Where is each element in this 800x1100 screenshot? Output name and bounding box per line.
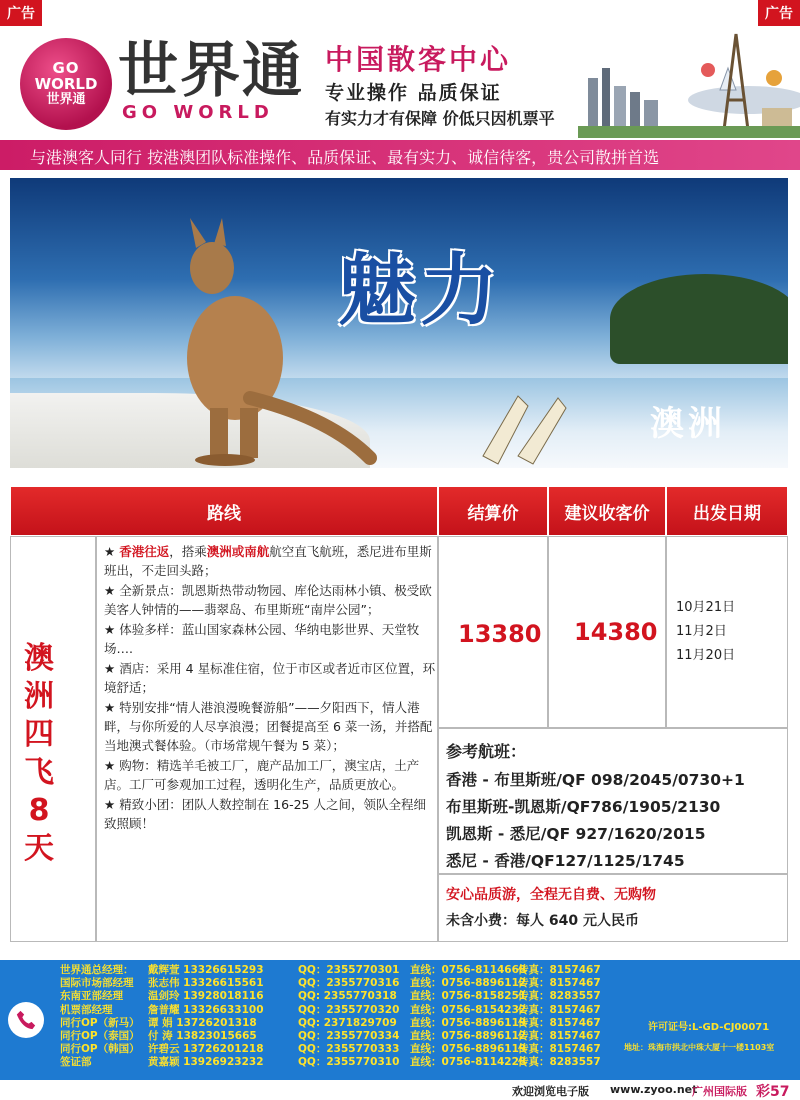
route-item: ★ 购物：精选羊毛被工厂，鹿产品加工厂，澳宝店，土产店。工厂可参观加工过程，透明化生产，品质更放心。 — [104, 758, 420, 792]
flight-line: 悉尼 - 香港/QF127/1125/1745 — [446, 852, 685, 870]
contact-row: 同行OP（泰国） 付 涛 13823015665 QQ：2355770334 直线：0756-8896112 传真：8157467 — [60, 1030, 601, 1043]
site-link[interactable]: www.zyoo.net — [610, 1083, 698, 1096]
logo-emblem-line3: 世界通 — [46, 92, 86, 107]
star-icon: ★ — [104, 758, 116, 773]
logo-emblem — [20, 38, 112, 130]
contact-row: 同行OP（韩国） 许碧云 13726201218 QQ：2355770333 直线：0756-8896119 传真：8157467 — [60, 1043, 601, 1056]
contact-list — [60, 964, 620, 1070]
banner-image — [10, 178, 788, 468]
page-footer — [0, 1080, 800, 1100]
star-icon: ★ — [104, 700, 116, 715]
star-icon: ★ — [104, 622, 116, 637]
phone-icon — [8, 1002, 44, 1038]
contact-row: 世界通总经理： 戴辉萱 13326615293 QQ：2355770301 直线：0756-8114668 传真：8157467 — [60, 964, 601, 976]
license-number: 许可证号:L-GD-CJ00071 — [648, 1022, 770, 1033]
header-route: 路线 — [10, 486, 438, 536]
header-settlement-price: 结算价 — [438, 486, 548, 536]
ad-tag-left: 广告 — [0, 0, 42, 26]
city-skyline-illustration — [578, 30, 800, 138]
departure-date: 10月21日 — [676, 600, 736, 615]
boats-illustration — [478, 386, 588, 466]
star-icon: ★ — [104, 797, 116, 812]
tour-name: 澳 洲 四 飞 8 天 — [24, 641, 54, 866]
contact-row: 国际市场部经理 张志伟 13326615561 QQ：2355770316 直线：0756-8896112 传真：8157467 — [60, 977, 601, 990]
contact-row: 同行OP（新马） 谭 娟 13726201318 QQ: 2371829709 直线：0756-8896119 传真：8157467 — [60, 1016, 601, 1029]
welcome-text: 欢迎浏览电子版 — [512, 1085, 589, 1098]
flight-line: 布里斯班-凯恩斯/QF786/1905/2130 — [446, 798, 721, 816]
slogan: 专业操作 品质保证 — [325, 82, 502, 104]
edition-label: 广州国际版 — [692, 1085, 747, 1098]
route-item: ★ 酒店：采用 4 星标准住宿，位于市区或者近市区位置，环境舒适； — [104, 661, 436, 695]
route-item: ★ 香港往返，搭乘澳洲或南航航空直飞航班，悉尼进布里斯班出，不走回头路； — [104, 544, 432, 578]
departure-dates — [676, 596, 735, 668]
quality-note: 安心品质游，全程无自费、无购物 — [446, 887, 656, 903]
flights-title: 参考航班： — [446, 742, 527, 761]
flights-block — [446, 738, 776, 875]
departure-date: 11月20日 — [676, 648, 736, 663]
flight-line: 凯恩斯 - 悉尼/QF 927/1620/2015 — [446, 825, 706, 843]
notes-block — [446, 882, 776, 934]
tip-note: 未含小费：每人 640 元人民币 — [446, 913, 639, 929]
banner-title: 魅力 — [338, 246, 503, 336]
route-item: ★ 精致小团：团队人数控制在 16-25 人之间，领队全程细致照顾！ — [104, 797, 426, 831]
star-icon: ★ — [104, 544, 116, 559]
header-suggested-price: 建议收客价 — [548, 486, 666, 536]
contact-row: 机票部经理 詹普耀 13326633100 QQ：2355770320 直线：0756-8154232 传真：8157467 — [60, 1003, 601, 1016]
center-title: 中国散客中心 — [325, 43, 512, 76]
route-item: ★ 特别安排“情人港浪漫晚餐游船”——夕阳西下，情人港畔，与你所爱的人尽享浪漫；团餐提高至 6 菜一汤，并搭配当地澳式餐体验。（市场常规午餐为 5 菜）； — [104, 700, 433, 753]
ad-tag-right: 广告 — [758, 0, 800, 26]
departure-date: 11月2日 — [676, 624, 727, 639]
logo-name-en: GO WORLD — [122, 102, 274, 123]
banner-subtitle: 澳洲 — [650, 404, 726, 444]
promo-band: 与港澳客人同行 按港澳团队标准操作、品质保证、最有实力、诚信待客，贵公司散拼首选 — [0, 140, 800, 170]
star-icon: ★ — [104, 661, 116, 676]
logo-emblem-line2: WORLD — [34, 75, 98, 93]
star-icon: ★ — [104, 583, 116, 598]
tagline: 有实力才有保障 价低只因机票平 — [325, 109, 555, 128]
address: 地址：珠海市拱北中珠大厦十一楼1103室 — [624, 1043, 775, 1052]
route-item: ★ 体验多样：蓝山国家森林公园、华纳电影世界、天堂牧场…. — [104, 622, 420, 656]
logo-emblem-line1: GO — [52, 59, 80, 77]
contact-row: 东南亚部经理 温剑玲 13928018116 QQ: 2355770318 直线：0756-8158251 传真：8283557 — [60, 990, 601, 1003]
logo-name-cn: 世界通 — [118, 36, 304, 106]
page-number: 彩57 — [756, 1084, 790, 1100]
settlement-price: 13380 — [458, 620, 542, 648]
route-list — [104, 542, 438, 834]
contact-row: 签证部 黄嘉颖 13926923232 QQ：2355770310 直线：0756-8114228 传真：8283557 — [60, 1056, 601, 1069]
island-graphic — [610, 274, 788, 364]
suggested-price: 14380 — [574, 618, 658, 646]
flight-line: 香港 - 布里斯班/QF 098/2045/0730+1 — [446, 771, 745, 789]
route-item: ★ 全新景点：凯恩斯热带动物园、库伦达雨林小镇、极受欧美客人钟情的——翡翠岛、布里斯班“南岸公园”； — [104, 583, 432, 617]
header-departure-date: 出发日期 — [666, 486, 788, 536]
